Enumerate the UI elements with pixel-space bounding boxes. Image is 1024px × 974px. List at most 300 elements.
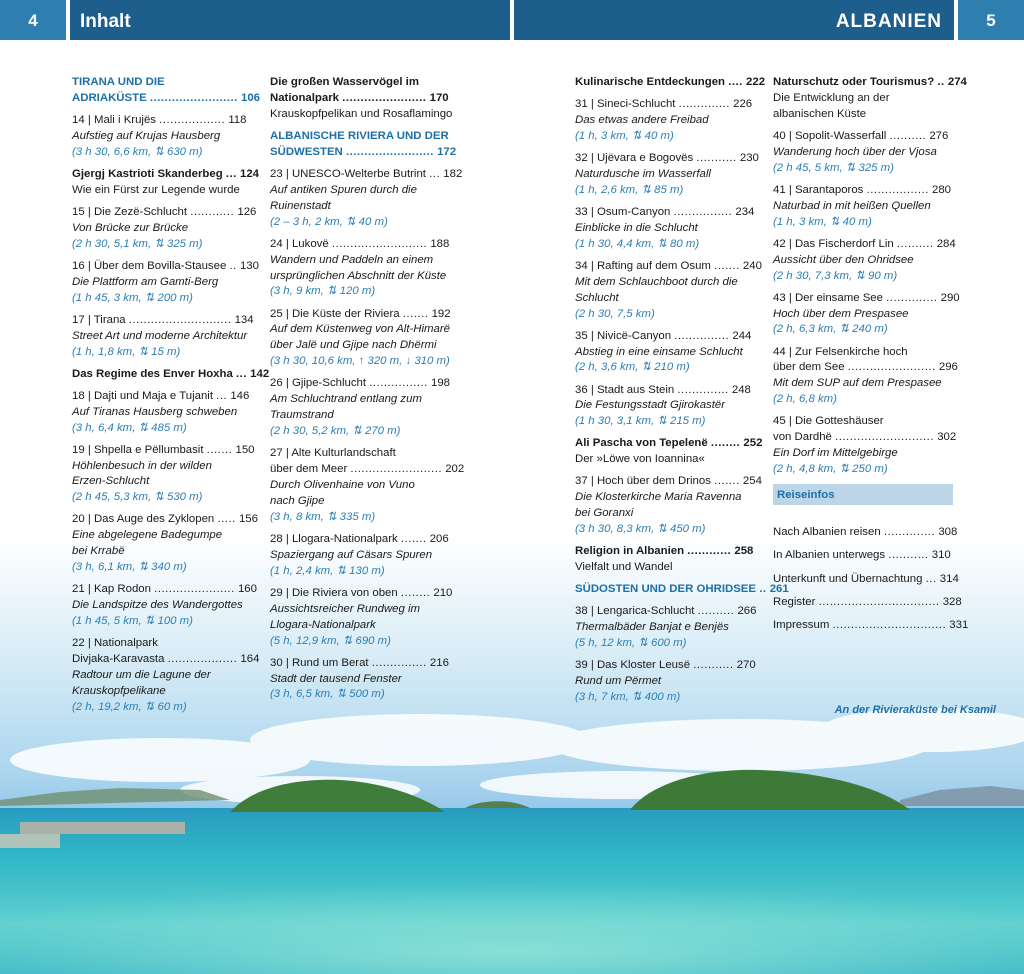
toc-leader-dots: ........ xyxy=(400,586,431,599)
toc-entry-text: Aussicht über den Ohridsee xyxy=(773,253,914,266)
toc-entry-title-line[interactable] xyxy=(773,572,959,588)
toc-entry[interactable] xyxy=(575,383,755,431)
toc-entry[interactable] xyxy=(72,512,258,576)
toc-page-number: 280 xyxy=(932,183,952,196)
toc-page-number: 146 xyxy=(230,389,250,402)
toc-entry-title-line[interactable] xyxy=(773,548,953,564)
photo-caption: An der Rivieraküste bei Ksamil xyxy=(834,704,996,716)
toc-entry-text-line xyxy=(72,598,252,614)
toc-entry-title-line[interactable] xyxy=(270,91,450,107)
toc-page-number: 266 xyxy=(737,605,757,618)
toc-entry-text-line xyxy=(270,338,450,354)
toc-entry-title-line[interactable] xyxy=(270,237,450,253)
toc-entry-text: (3 h, 6,4 km, ⇅ 485 m) xyxy=(72,421,187,434)
toc-entry-text-line xyxy=(270,408,450,424)
toc-entry-text: Das etwas andere Freibad xyxy=(575,114,709,126)
toc-entry-text: 43 | Der einsame See xyxy=(773,291,883,304)
toc-entry-text: bei Goranxi xyxy=(575,507,634,520)
toc-leader-dots: ........................ xyxy=(847,361,936,374)
toc-entry-title-line[interactable] xyxy=(72,512,258,528)
toc-entry-text: (3 h 30, 6,6 km, ⇅ 630 m) xyxy=(72,145,203,158)
toc-entry-text-line xyxy=(270,548,450,564)
toc-entry-text: (3 h, 7 km, ⇅ 400 m) xyxy=(575,691,681,704)
toc-leader-dots: ................................. xyxy=(818,595,940,608)
toc-entry[interactable] xyxy=(72,75,260,107)
toc-entry-text: Das Regime des Enver Hoxha xyxy=(72,367,233,380)
toc-entry-text: Die Entwicklung an der xyxy=(773,91,890,104)
toc-entry-title-line[interactable] xyxy=(72,389,252,405)
toc-entry-text-line xyxy=(72,700,252,716)
toc-entry-text-line xyxy=(270,478,450,494)
toc-entry-title-line[interactable] xyxy=(575,436,763,452)
toc-entry-title-line[interactable] xyxy=(575,604,755,620)
toc-entry-text: Wandern und Paddeln an einem xyxy=(270,253,434,266)
toc-entry[interactable] xyxy=(575,75,766,91)
toc-entry-text: Die Landspitze des Wandergottes xyxy=(72,599,243,612)
toc-entry-text: (2 h 30, 7,5 km) xyxy=(575,307,655,320)
toc-page-number: 188 xyxy=(430,237,450,250)
toc-entry-text-line xyxy=(575,129,755,145)
toc-entry-title-line[interactable] xyxy=(773,525,958,541)
toc-entry-text-line xyxy=(270,253,450,269)
toc-entry-title-line[interactable] xyxy=(575,383,755,399)
toc-entry-text: Naturschutz oder Tourismus? xyxy=(773,76,935,88)
toc-entry-text: (2 h 30, 5,1 km, ⇅ 325 m) xyxy=(72,237,203,250)
toc-entry-title-line[interactable] xyxy=(575,329,755,345)
toc-entry-title-line[interactable] xyxy=(575,75,766,91)
toc-entry-text: (2 – 3 h, 2 km, ⇅ 40 m) xyxy=(270,215,388,228)
toc-entry-text-line xyxy=(72,275,252,291)
toc-entry-text-line xyxy=(72,668,252,684)
toc-leader-dots: ... xyxy=(925,572,937,585)
toc-entry-title-line[interactable] xyxy=(575,151,759,167)
toc-entry[interactable] xyxy=(270,237,450,301)
toc-entry-text: Höhlenbesuch in der wilden xyxy=(72,459,212,472)
toc-leader-dots: ........................ xyxy=(345,145,434,158)
toc-entry-title-line[interactable] xyxy=(270,145,457,161)
toc-leader-dots: ............... xyxy=(674,329,730,342)
toc-entry-title-line[interactable] xyxy=(575,474,762,490)
toc-entry-text-line xyxy=(270,392,450,408)
toc-column-3 xyxy=(575,75,789,712)
toc-entry-text: TIRANA UND DIE xyxy=(72,76,165,88)
toc-entry[interactable] xyxy=(72,113,252,161)
toc-entry-text-line xyxy=(270,284,450,300)
toc-entry-title-line[interactable] xyxy=(72,113,252,129)
toc-entry-text: über Jalë und Gjipe nach Dhërmi xyxy=(270,339,437,352)
toc-entry-text: Die Festungsstadt Gjirokastër xyxy=(575,399,726,412)
toc-entry-text: 31 | Sineci-Schlucht xyxy=(575,98,676,111)
toc-entry[interactable] xyxy=(72,259,259,307)
toc-entry[interactable] xyxy=(773,75,967,123)
toc-entry[interactable] xyxy=(773,183,953,231)
toc-page-number: 270 xyxy=(736,659,756,672)
toc-entry-text: Nach Albanien reisen xyxy=(773,526,881,539)
toc-entry-text: 15 | Die Zezë-Schlucht xyxy=(72,205,188,218)
toc-entry-title-line[interactable] xyxy=(575,658,755,674)
toc-entry-text: Divjaka-Karavasta xyxy=(72,653,165,666)
toc-leader-dots: ............ xyxy=(687,545,732,558)
toc-entry-text-line xyxy=(575,291,755,307)
toc-page-number: 302 xyxy=(937,431,957,444)
toc-entry-text-line xyxy=(575,506,755,522)
toc-entry[interactable] xyxy=(72,367,270,383)
toc-entry[interactable] xyxy=(270,167,463,231)
toc-entry-text-line xyxy=(72,221,252,237)
toc-leader-dots: ................. xyxy=(866,183,929,196)
toc-entry[interactable] xyxy=(575,151,759,199)
toc-entry-text: Erzen-Schlucht xyxy=(72,475,150,488)
toc-entry-text: In Albanien unterwegs xyxy=(773,549,886,562)
toc-entry-text: Ruinenstadt xyxy=(270,199,331,212)
toc-entry[interactable] xyxy=(270,532,450,580)
toc-leader-dots: ........... xyxy=(693,659,734,672)
toc-page-number: 248 xyxy=(731,383,751,396)
toc-entry-title-line[interactable] xyxy=(773,237,956,253)
toc-leader-dots: ....... xyxy=(714,259,740,272)
toc-page-number: 290 xyxy=(940,291,960,304)
toc-entry-title-line[interactable] xyxy=(575,259,762,275)
toc-entry-text: Hoch über dem Prespasee xyxy=(773,307,909,320)
toc-entry-text: Mit dem SUP auf dem Prespasee xyxy=(773,377,942,390)
toc-page-number: 164 xyxy=(240,653,260,666)
toc-entry-title-line[interactable] xyxy=(72,652,260,668)
toc-entry-text: 24 | Lukovë xyxy=(270,237,329,250)
toc-entry-title-line[interactable] xyxy=(72,367,270,383)
toc-entry-title-line[interactable] xyxy=(575,544,755,560)
toc-entry-title-line[interactable] xyxy=(773,129,953,145)
toc-leader-dots: .......... xyxy=(889,129,927,142)
toc-entry-text: Aussichtsreicher Rundweg im xyxy=(270,602,421,615)
toc-entry-text-line xyxy=(773,107,953,123)
toc-entry-title-line[interactable] xyxy=(270,462,465,478)
toc-entry-text: 28 | Llogara-Nationalpark xyxy=(270,532,398,545)
toc-entry[interactable] xyxy=(575,604,755,652)
toc-entry[interactable] xyxy=(575,97,755,145)
toc-entry-text-line xyxy=(773,376,953,392)
toc-leader-dots: ........ xyxy=(710,437,741,450)
toc-entry-title-line[interactable] xyxy=(72,205,257,221)
toc-page-number: 170 xyxy=(429,91,449,104)
toc-entry-title-line[interactable] xyxy=(270,586,453,602)
toc-entry-text-line xyxy=(773,307,953,323)
toc-entry-text: (5 h, 12,9 km, ⇅ 690 m) xyxy=(270,634,391,647)
toc-entry-text: 21 | Kap Rodon xyxy=(72,583,151,596)
toc-entry-text: Naturdusche im Wasserfall xyxy=(575,167,711,180)
toc-entry[interactable] xyxy=(270,129,457,161)
toc-page-number: 198 xyxy=(431,377,451,390)
toc-entry-text: 26 | Gjipe-Schlucht xyxy=(270,377,367,390)
toc-entry-title-line[interactable] xyxy=(773,183,953,199)
toc-page-number: 172 xyxy=(437,145,457,158)
toc-leader-dots: ...................... xyxy=(154,583,235,596)
toc-entry-text-line xyxy=(773,145,953,161)
toc-leader-dots: .............. xyxy=(677,383,729,396)
toc-entry-title-line[interactable] xyxy=(773,618,969,634)
toc-entry-text-line xyxy=(773,91,953,107)
toc-entry-text: (2 h, 6,3 km, ⇅ 240 m) xyxy=(773,323,888,336)
toc-leader-dots: ... xyxy=(225,167,237,180)
toc-entry-text-line xyxy=(72,490,252,506)
toc-entry-text-line xyxy=(270,618,450,634)
toc-entry-text-line xyxy=(72,560,252,576)
reiseinfos-heading: Reiseinfos xyxy=(773,484,953,505)
toc-entry-text: (3 h, 6,1 km, ⇅ 340 m) xyxy=(72,561,187,574)
toc-entry-text: 35 | Nivicë-Canyon xyxy=(575,329,672,342)
toc-entry-text-line xyxy=(72,684,252,700)
reiseinfos-item[interactable] xyxy=(773,525,958,541)
reiseinfos-item[interactable] xyxy=(773,572,959,588)
reiseinfos-item[interactable] xyxy=(773,618,969,634)
toc-entry-title-line[interactable] xyxy=(575,582,789,598)
toc-leader-dots: ................... xyxy=(167,653,238,666)
toc-entry-text: Aufstieg auf Krujas Hausberg xyxy=(72,129,221,142)
toc-entry-text: Kulinarische Entdeckungen xyxy=(575,76,726,88)
toc-entry-text: Wanderung hoch über der Vjosa xyxy=(773,145,937,158)
toc-entry-title-line[interactable] xyxy=(72,91,260,107)
toc-entry-text: Vielfalt und Wandel xyxy=(575,561,673,574)
toc-page-number: 124 xyxy=(240,167,260,180)
toc-leader-dots: .......... xyxy=(697,605,735,618)
toc-entry[interactable] xyxy=(575,205,755,253)
toc-entry-text: Llogara-Nationalpark xyxy=(270,618,376,631)
toc-leader-dots: .. xyxy=(937,76,945,88)
toc-entry-text-line xyxy=(72,237,252,253)
toc-entry[interactable] xyxy=(575,474,762,538)
toc-leader-dots: ........................ xyxy=(149,91,238,104)
toc-entry[interactable] xyxy=(72,167,260,199)
toc-entry-text: Religion in Albanien xyxy=(575,545,685,558)
toc-entry[interactable] xyxy=(270,307,450,371)
toc-entry-text-line xyxy=(575,307,755,323)
toc-entry-text: (1 h, 2,4 km, ⇅ 130 m) xyxy=(270,564,385,577)
toc-page-number: 226 xyxy=(733,98,753,111)
toc-entry-title-line[interactable] xyxy=(270,376,450,392)
toc-entry-text: ADRIAKÜSTE xyxy=(72,91,147,104)
toc-entry-text-line xyxy=(270,354,450,370)
toc-entry-text: Radtour um die Lagune der xyxy=(72,668,211,681)
toc-entry-title-line[interactable] xyxy=(72,582,257,598)
toc-entry-text: Der »Löwe von Ioannina« xyxy=(575,453,705,466)
toc-leader-dots: .. xyxy=(229,259,237,272)
toc-entry-text-line xyxy=(72,405,252,421)
toc-entry-text: von Dardhë xyxy=(773,431,832,444)
toc-entry-text: Durch Olivenhaine von Vuno xyxy=(270,478,415,491)
toc-entry-title-line[interactable] xyxy=(270,656,450,672)
toc-entry-text: Krauskopfpelikan und Rosaflamingo xyxy=(270,107,453,120)
toc-entry[interactable] xyxy=(270,586,453,650)
toc-entry-text-line xyxy=(773,322,953,338)
toc-entry-text: Gjergj Kastrioti Skanderbeg xyxy=(72,167,223,180)
toc-entry-text: (2 h, 4,8 km, ⇅ 250 m) xyxy=(773,463,888,476)
toc-entry[interactable] xyxy=(270,446,465,526)
toc-entry-text: (5 h, 12 km, ⇅ 600 m) xyxy=(575,637,687,650)
toc-entry-text-line xyxy=(575,275,755,291)
left-page-number: 4 xyxy=(0,0,66,40)
toc-page-number: 160 xyxy=(237,583,257,596)
toc-entry-text: 32 | Ujëvara e Bogovës xyxy=(575,152,694,164)
toc-leader-dots: ... xyxy=(235,367,247,380)
toc-entry-text-line xyxy=(72,345,252,361)
toc-entry-text: 36 | Stadt aus Stein xyxy=(575,383,675,396)
toc-entry-text: Die Plattform am Gamti-Berg xyxy=(72,275,219,288)
toc-entry-text: 39 | Das Kloster Leusë xyxy=(575,659,691,672)
toc-entry-text-line xyxy=(72,145,252,161)
toc-page-number: 192 xyxy=(431,307,451,320)
toc-entry-title-line[interactable] xyxy=(72,167,260,183)
toc-entry-title-line[interactable] xyxy=(72,259,259,275)
right-page-number: 5 xyxy=(958,0,1024,40)
toc-entry-text-line xyxy=(575,452,755,468)
toc-entry-title-line[interactable] xyxy=(773,595,962,611)
toc-leader-dots: ............................ xyxy=(128,313,232,326)
toc-page-number: 310 xyxy=(931,549,951,562)
toc-entry[interactable] xyxy=(72,389,252,437)
toc-entry-text: 30 | Rund um Berat xyxy=(270,656,369,669)
toc-entry-text-line xyxy=(773,215,953,231)
toc-leader-dots: ... xyxy=(216,389,228,402)
toc-entry[interactable] xyxy=(773,345,958,409)
toc-entry-text-line xyxy=(270,107,453,123)
toc-leader-dots: ....... xyxy=(400,532,427,545)
toc-entry-text-line xyxy=(270,672,450,688)
toc-entry-text-line xyxy=(270,75,450,91)
toc-entry[interactable] xyxy=(270,376,450,440)
toc-entry-text: 18 | Dajti und Maja e Tujanit xyxy=(72,389,213,402)
toc-entry-text-line xyxy=(72,129,252,145)
toc-page-number: 328 xyxy=(942,595,962,608)
toc-entry-text-line xyxy=(575,183,755,199)
toc-entry-text: Auf antiken Spuren durch die xyxy=(270,183,417,196)
toc-entry-text: 38 | Lengarica-Schlucht xyxy=(575,605,695,618)
toc-entry-text: (3 h, 9 km, ⇅ 120 m) xyxy=(270,285,376,298)
toc-entry-text: über dem See xyxy=(773,361,845,374)
toc-page-number: 118 xyxy=(228,114,247,126)
toc-entry[interactable] xyxy=(72,582,257,630)
toc-entry-title-line[interactable] xyxy=(270,532,450,548)
toc-entry-text: (2 h 30, 7,3 km, ⇅ 90 m) xyxy=(773,269,898,282)
toc-leader-dots: ........... xyxy=(888,549,929,562)
toc-entry-text-line xyxy=(575,221,755,237)
toc-entry[interactable] xyxy=(575,329,755,377)
toc-leader-dots: ....... xyxy=(402,307,429,320)
toc-entry[interactable] xyxy=(72,313,252,361)
toc-entry-text: (3 h 30, 8,3 km, ⇅ 450 m) xyxy=(575,523,706,536)
toc-page-number: 296 xyxy=(938,361,958,374)
toc-entry-text: (2 h 30, 5,2 km, ⇅ 270 m) xyxy=(270,425,401,438)
toc-page-number: 261 xyxy=(769,583,789,596)
toc-entry-title-line[interactable] xyxy=(773,430,957,446)
toc-entry[interactable] xyxy=(72,443,255,507)
toc-entry[interactable] xyxy=(575,259,762,323)
toc-entry-text: 42 | Das Fischerdorf Lin xyxy=(773,237,894,250)
toc-entry-text-line xyxy=(270,199,450,215)
toc-page-number: 182 xyxy=(443,167,463,180)
toc-entry-text: über dem Meer xyxy=(270,463,348,476)
toc-entry-text: 37 | Hoch über dem Drinos xyxy=(575,475,711,488)
toc-entry[interactable] xyxy=(773,414,957,478)
toc-entry-text-line xyxy=(72,183,252,199)
toc-entry-text: 41 | Sarantaporos xyxy=(773,183,864,196)
toc-entry-title-line[interactable] xyxy=(773,291,960,307)
toc-leader-dots: ............... xyxy=(371,656,427,669)
toc-entry[interactable] xyxy=(575,582,789,598)
toc-entry-text: Thermalbäder Banjat e Benjës xyxy=(575,621,729,634)
toc-entry-title-line[interactable] xyxy=(72,313,252,329)
toc-entry-text: 27 | Alte Kulturlandschaft xyxy=(270,447,396,460)
toc-entry-text-line xyxy=(773,161,953,177)
toc-page-number: 142 xyxy=(250,367,270,380)
toc-entry-title-line[interactable] xyxy=(270,167,463,183)
toc-entry-text-line xyxy=(72,614,252,630)
toc-entry-text: 25 | Die Küste der Riviera xyxy=(270,307,400,320)
toc-entry-text: Am Schluchtrand entlang zum xyxy=(270,393,422,406)
toc-entry-text: Von Brücke zur Brücke xyxy=(72,221,189,234)
toc-page-number: 130 xyxy=(239,259,259,272)
toc-entry-title-line[interactable] xyxy=(773,75,967,91)
toc-entry[interactable] xyxy=(72,205,257,253)
toc-entry-text-line xyxy=(72,544,252,560)
toc-entry-text-line xyxy=(575,490,755,506)
toc-leader-dots: ..... xyxy=(217,513,236,526)
toc-entry[interactable] xyxy=(773,237,956,285)
toc-page-number: 258 xyxy=(734,545,754,558)
toc-entry-title-line[interactable] xyxy=(72,443,255,459)
toc-entry-text-line xyxy=(575,620,755,636)
toc-entry-text-line xyxy=(270,215,450,231)
toc-entry-text-line xyxy=(773,462,953,478)
toc-entry-text: (2 h 45, 5 km, ⇅ 325 m) xyxy=(773,161,894,174)
toc-entry-text: (2 h, 6,8 km) xyxy=(773,393,837,406)
toc-page-number: 150 xyxy=(235,443,255,456)
toc-entry-title-line[interactable] xyxy=(575,97,755,113)
toc-entry-title-line[interactable] xyxy=(773,360,958,376)
toc-entry-text: bei Krrabë xyxy=(72,545,125,558)
toc-entry-text: Eine abgelegene Badegumpe xyxy=(72,529,223,542)
toc-entry[interactable] xyxy=(773,291,960,339)
toc-entry-text: SÜDOSTEN UND DER OHRIDSEE xyxy=(575,583,757,596)
toc-entry-text: albanischen Küste xyxy=(773,107,867,120)
toc-entry-title-line[interactable] xyxy=(270,307,450,323)
toc-entry-text-line xyxy=(773,269,953,285)
toc-entry-text-line xyxy=(270,183,450,199)
toc-entry[interactable] xyxy=(270,75,453,123)
toc-entry-text: 19 | Shpella e Pëllumbasit xyxy=(72,443,204,456)
toc-entry[interactable] xyxy=(575,544,755,576)
toc-entry-text-line xyxy=(270,510,450,526)
toc-entry[interactable] xyxy=(270,656,450,704)
toc-column-4 xyxy=(773,75,969,641)
toc-entry-text: Traumstrand xyxy=(270,409,334,422)
toc-entry-text: 34 | Rafting auf dem Osum xyxy=(575,259,711,272)
toc-entry[interactable] xyxy=(575,658,755,706)
reiseinfos-item[interactable] xyxy=(773,548,953,564)
toc-entry[interactable] xyxy=(72,636,260,716)
toc-entry-title-line[interactable] xyxy=(575,205,755,221)
toc-leader-dots: .......... xyxy=(896,237,934,250)
toc-entry-text: Ein Dorf im Mittelgebirge xyxy=(773,447,898,460)
toc-entry[interactable] xyxy=(773,129,953,177)
toc-entry-text: 33 | Osum-Canyon xyxy=(575,205,671,218)
toc-entry-text: 16 | Über dem Bovilla-Stausee xyxy=(72,259,227,272)
toc-page-number: 230 xyxy=(739,152,759,164)
toc-leader-dots: ................ xyxy=(369,377,428,390)
toc-entry[interactable] xyxy=(575,436,763,468)
toc-entry-text: Rund um Përmet xyxy=(575,675,662,688)
reiseinfos-item[interactable] xyxy=(773,595,962,611)
toc-page-number: 252 xyxy=(743,437,763,450)
toc-entry-text: Wie ein Fürst zur Legende wurde xyxy=(72,183,240,196)
